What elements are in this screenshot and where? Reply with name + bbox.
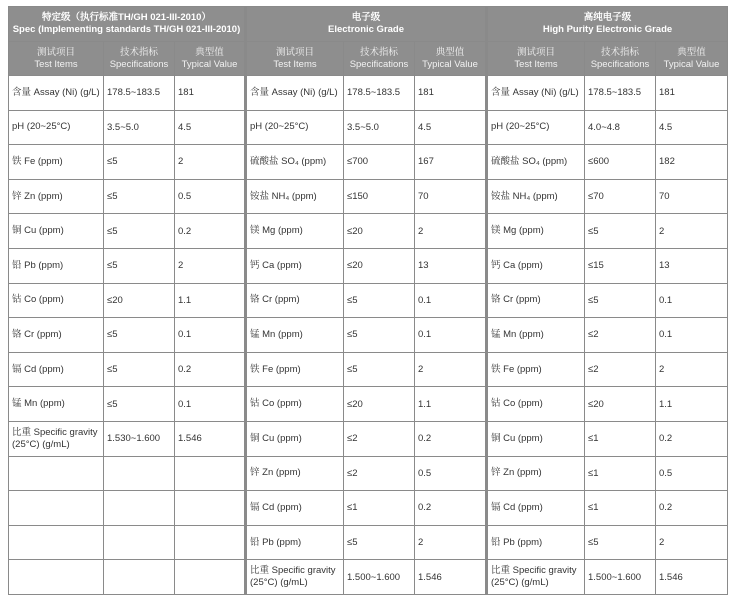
- header-en: Specifications: [109, 58, 169, 70]
- cell-specification: [104, 456, 175, 491]
- cell-typical-value: 0.5: [175, 179, 246, 214]
- cell-typical-value: 70: [415, 179, 487, 214]
- cell-test-item: pH (20~25°C): [246, 110, 344, 145]
- cell-test-item: 铬 Cr (ppm): [9, 318, 104, 353]
- cell-test-item: 锌 Zn (ppm): [246, 456, 344, 491]
- cell-test-item: 含量 Assay (Ni) (g/L): [9, 76, 104, 111]
- cell-specification: ≤5: [344, 525, 415, 560]
- cell-typical-value: 0.2: [415, 491, 487, 526]
- column-header-test-items: [487, 42, 585, 76]
- column-header-typical-value: [175, 42, 246, 76]
- cell-typical-value: [175, 525, 246, 560]
- cell-typical-value: 0.2: [175, 214, 246, 249]
- cell-specification: ≤20: [344, 248, 415, 283]
- cell-test-item: 铅 Pb (ppm): [246, 525, 344, 560]
- header-cn: 测试项目: [36, 46, 75, 58]
- cell-typical-value: 0.1: [415, 283, 487, 318]
- cell-typical-value: 1.546: [415, 560, 487, 595]
- table-row: [9, 179, 728, 214]
- cell-specification: ≤20: [104, 283, 175, 318]
- cell-specification: ≤20: [344, 387, 415, 422]
- cell-specification: ≤5: [104, 387, 175, 422]
- cell-test-item: 铬 Cr (ppm): [246, 283, 344, 318]
- table-row: [9, 387, 728, 422]
- cell-test-item: 含量 Assay (Ni) (g/L): [487, 76, 585, 111]
- cell-typical-value: 70: [656, 179, 728, 214]
- cell-test-item: 铅 Pb (ppm): [487, 525, 585, 560]
- cell-test-item: 镉 Cd (ppm): [487, 491, 585, 526]
- cell-typical-value: 4.5: [415, 110, 487, 145]
- table-row: [9, 110, 728, 145]
- cell-typical-value: [175, 456, 246, 491]
- header-en: Typical Value: [663, 58, 720, 70]
- column-header-typical-value: [415, 42, 487, 76]
- group-title-cn: 电子级: [351, 12, 381, 23]
- cell-specification: 178.5~183.5: [104, 76, 175, 111]
- header-cn: 测试项目: [516, 46, 555, 58]
- cell-test-item: 锰 Mn (ppm): [487, 318, 585, 353]
- cell-test-item: [9, 491, 104, 526]
- group-title-en: High Purity Electronic Grade: [542, 24, 673, 35]
- cell-test-item: 铁 Fe (ppm): [9, 145, 104, 180]
- cell-typical-value: 0.5: [415, 456, 487, 491]
- cell-typical-value: 181: [415, 76, 487, 111]
- header-cn: 典型值: [677, 46, 706, 58]
- table-row: [9, 214, 728, 249]
- cell-typical-value: 2: [175, 145, 246, 180]
- cell-typical-value: 181: [175, 76, 246, 111]
- cell-specification: 3.5~5.0: [344, 110, 415, 145]
- group-title-cn: 高纯电子级: [583, 12, 632, 23]
- header-cn: 典型值: [195, 46, 224, 58]
- header-cn: 技术指标: [359, 46, 398, 58]
- cell-specification: ≤5: [104, 214, 175, 249]
- cell-specification: ≤5: [104, 145, 175, 180]
- cell-typical-value: 1.1: [415, 387, 487, 422]
- cell-typical-value: 0.1: [175, 318, 246, 353]
- table-body: [9, 76, 728, 595]
- cell-typical-value: 181: [656, 76, 728, 111]
- cell-typical-value: 0.5: [656, 456, 728, 491]
- header-cn: 技术指标: [119, 46, 158, 58]
- table-row: [9, 248, 728, 283]
- cell-specification: ≤150: [344, 179, 415, 214]
- cell-test-item: 硫酸盐 SO₄ (ppm): [487, 145, 585, 180]
- cell-typical-value: 182: [656, 145, 728, 180]
- table-row: [9, 560, 728, 595]
- cell-test-item: 铜 Cu (ppm): [246, 421, 344, 456]
- cell-test-item: 铵盐 NH₄ (ppm): [246, 179, 344, 214]
- column-header-row: [9, 42, 728, 76]
- cell-specification: ≤2: [585, 318, 656, 353]
- cell-test-item: 锌 Zn (ppm): [9, 179, 104, 214]
- cell-specification: 178.5~183.5: [344, 76, 415, 111]
- cell-test-item: pH (20~25°C): [487, 110, 585, 145]
- cell-typical-value: 0.1: [175, 387, 246, 422]
- cell-specification: ≤600: [585, 145, 656, 180]
- header-en: Specifications: [349, 58, 409, 70]
- column-header-specifications: [104, 42, 175, 76]
- cell-test-item: 铬 Cr (ppm): [487, 283, 585, 318]
- cell-specification: 1.500~1.600: [585, 560, 656, 595]
- group-header-high-purity: [487, 7, 728, 42]
- cell-specification: ≤2: [585, 352, 656, 387]
- cell-typical-value: 0.1: [415, 318, 487, 353]
- table-row: [9, 421, 728, 456]
- cell-specification: ≤5: [585, 214, 656, 249]
- cell-test-item: 钴 Co (ppm): [487, 387, 585, 422]
- cell-specification: ≤5: [104, 318, 175, 353]
- cell-typical-value: 2: [415, 214, 487, 249]
- cell-test-item: 锰 Mn (ppm): [246, 318, 344, 353]
- table-row: [9, 145, 728, 180]
- cell-specification: ≤1: [344, 491, 415, 526]
- table-row: [9, 76, 728, 111]
- cell-typical-value: 2: [175, 248, 246, 283]
- cell-typical-value: 2: [656, 352, 728, 387]
- cell-test-item: 铁 Fe (ppm): [487, 352, 585, 387]
- table-row: [9, 525, 728, 560]
- cell-specification: ≤5: [344, 283, 415, 318]
- cell-specification: ≤700: [344, 145, 415, 180]
- cell-typical-value: 0.1: [656, 283, 728, 318]
- cell-specification: ≤20: [585, 387, 656, 422]
- cell-test-item: 钴 Co (ppm): [246, 387, 344, 422]
- cell-typical-value: 0.2: [656, 491, 728, 526]
- header-en: Test Items: [514, 58, 558, 70]
- cell-specification: [104, 491, 175, 526]
- cell-typical-value: 0.2: [175, 352, 246, 387]
- cell-specification: ≤5: [344, 318, 415, 353]
- cell-specification: [104, 560, 175, 595]
- header-cn: 技术指标: [600, 46, 639, 58]
- column-header-specifications: [344, 42, 415, 76]
- cell-typical-value: 167: [415, 145, 487, 180]
- cell-specification: 178.5~183.5: [585, 76, 656, 111]
- cell-test-item: [9, 560, 104, 595]
- group-header-special: [9, 7, 246, 42]
- cell-typical-value: 0.2: [656, 421, 728, 456]
- cell-test-item: [9, 525, 104, 560]
- cell-specification: ≤20: [344, 214, 415, 249]
- cell-specification: ≤2: [344, 456, 415, 491]
- group-header-electronic: [246, 7, 487, 42]
- cell-specification: 1.530~1.600: [104, 421, 175, 456]
- table-row: [9, 283, 728, 318]
- column-header-typical-value: [656, 42, 728, 76]
- cell-test-item: 含量 Assay (Ni) (g/L): [246, 76, 344, 111]
- cell-test-item: 钴 Co (ppm): [9, 283, 104, 318]
- cell-specification: ≤1: [585, 421, 656, 456]
- cell-test-item: 铜 Cu (ppm): [9, 214, 104, 249]
- cell-test-item: 镉 Cd (ppm): [246, 491, 344, 526]
- column-header-test-items: [9, 42, 104, 76]
- header-cn: 典型值: [435, 46, 465, 58]
- cell-typical-value: [175, 560, 246, 595]
- group-title-en: Electronic Grade: [327, 24, 405, 35]
- column-header-specifications: [585, 42, 656, 76]
- group-title-cn: 特定级（执行标准TH/GH 021-III-2010）: [42, 12, 211, 23]
- cell-test-item: 铵盐 NH₄ (ppm): [487, 179, 585, 214]
- table-row: [9, 456, 728, 491]
- cell-specification: ≤5: [104, 352, 175, 387]
- spec-table: [8, 6, 728, 595]
- table-row: [9, 352, 728, 387]
- cell-typical-value: 13: [656, 248, 728, 283]
- cell-specification: [104, 525, 175, 560]
- cell-test-item: 钙 Ca (ppm): [487, 248, 585, 283]
- cell-test-item: [9, 456, 104, 491]
- cell-specification: ≤15: [585, 248, 656, 283]
- cell-typical-value: 2: [656, 525, 728, 560]
- header-en: Typical Value: [181, 58, 238, 70]
- cell-test-item: 镁 Mg (ppm): [487, 214, 585, 249]
- cell-specification: 4.0~4.8: [585, 110, 656, 145]
- cell-specification: ≤2: [344, 421, 415, 456]
- cell-typical-value: 2: [415, 525, 487, 560]
- cell-test-item: 硫酸盐 SO₄ (ppm): [246, 145, 344, 180]
- cell-test-item: 镁 Mg (ppm): [246, 214, 344, 249]
- table-row: [9, 491, 728, 526]
- cell-test-item: 锌 Zn (ppm): [487, 456, 585, 491]
- cell-test-item: 比重 Specific gravity (25°C) (g/mL): [9, 421, 104, 456]
- header-en: Specifications: [590, 58, 650, 70]
- group-header-row: [9, 7, 728, 42]
- cell-typical-value: 4.5: [656, 110, 728, 145]
- cell-specification: ≤5: [104, 179, 175, 214]
- cell-specification: ≤1: [585, 456, 656, 491]
- cell-specification: ≤1: [585, 491, 656, 526]
- header-cn: 测试项目: [275, 46, 314, 58]
- cell-typical-value: 4.5: [175, 110, 246, 145]
- cell-specification: ≤5: [344, 352, 415, 387]
- cell-typical-value: 2: [415, 352, 487, 387]
- column-header-test-items: [246, 42, 344, 76]
- cell-test-item: 比重 Specific gravity (25°C) (g/mL): [246, 560, 344, 595]
- cell-typical-value: 13: [415, 248, 487, 283]
- cell-test-item: 铅 Pb (ppm): [9, 248, 104, 283]
- header-en: Test Items: [34, 58, 78, 70]
- cell-typical-value: 1.1: [656, 387, 728, 422]
- cell-test-item: pH (20~25°C): [9, 110, 104, 145]
- cell-specification: ≤5: [585, 283, 656, 318]
- cell-test-item: 镉 Cd (ppm): [9, 352, 104, 387]
- cell-test-item: 锰 Mn (ppm): [9, 387, 104, 422]
- cell-specification: ≤5: [585, 525, 656, 560]
- group-title-en: Spec (Implementing standards TH/GH 021-III-2010): [12, 24, 241, 35]
- cell-specification: 1.500~1.600: [344, 560, 415, 595]
- cell-test-item: 钙 Ca (ppm): [246, 248, 344, 283]
- cell-test-item: 比重 Specific gravity (25°C) (g/mL): [487, 560, 585, 595]
- table-row: [9, 318, 728, 353]
- cell-typical-value: 1.546: [656, 560, 728, 595]
- cell-typical-value: 1.1: [175, 283, 246, 318]
- header-en: Typical Value: [422, 58, 478, 70]
- cell-test-item: 铜 Cu (ppm): [487, 421, 585, 456]
- cell-typical-value: 1.546: [175, 421, 246, 456]
- cell-specification: ≤5: [104, 248, 175, 283]
- cell-specification: 3.5~5.0: [104, 110, 175, 145]
- cell-specification: ≤70: [585, 179, 656, 214]
- header-en: Test Items: [273, 58, 317, 70]
- cell-test-item: 铁 Fe (ppm): [246, 352, 344, 387]
- cell-typical-value: 0.2: [415, 421, 487, 456]
- cell-typical-value: 0.1: [656, 318, 728, 353]
- cell-typical-value: [175, 491, 246, 526]
- cell-typical-value: 2: [656, 214, 728, 249]
